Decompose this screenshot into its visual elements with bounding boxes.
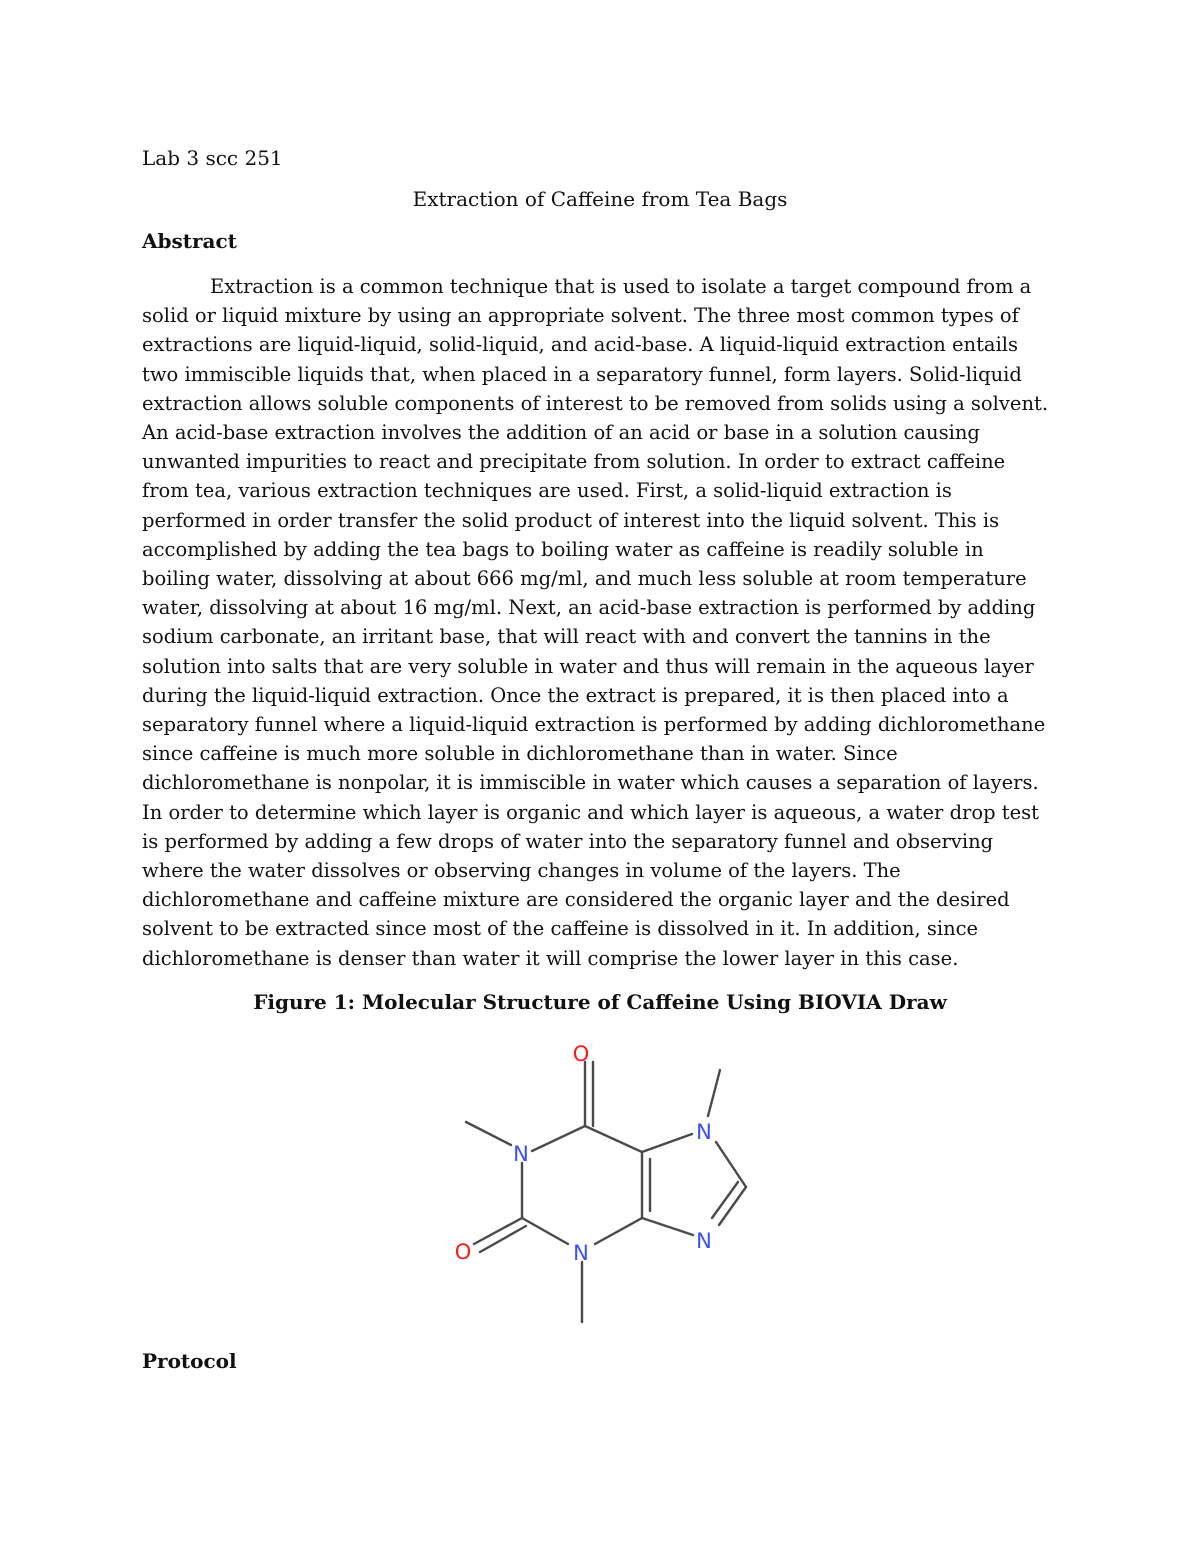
- nitrogen-1-label: N: [513, 1142, 529, 1166]
- bond-c5-n7: [642, 1134, 692, 1152]
- bond-c2-o-double: [480, 1226, 526, 1252]
- bond-n3-c4: [595, 1218, 642, 1244]
- oxygen-top-label: O: [572, 1042, 590, 1066]
- bond-c8-n9-double: [712, 1182, 738, 1218]
- nitrogen-7-label: N: [696, 1120, 712, 1144]
- bond-n9-c4: [642, 1218, 693, 1235]
- figure-caption: Figure 1: Molecular Structure of Caffeine Using BIOVIA Draw: [253, 990, 947, 1014]
- bond-lines: [466, 1062, 746, 1322]
- bond-n1-methyl: [466, 1122, 511, 1145]
- bond-c8-n9: [719, 1187, 746, 1225]
- abstract-heading: Abstract: [142, 229, 237, 253]
- bond-c6-n1: [532, 1126, 585, 1151]
- document-title: Extraction of Caffeine from Tea Bags: [412, 187, 788, 211]
- bond-c5-c6: [585, 1126, 642, 1152]
- bond-n7-methyl: [708, 1070, 720, 1116]
- abstract-paragraph: Extraction is a common technique that is used to isolate a target compound from a solid or liquid mixture by using an appropriate solvent. The three most common types of extractions are liquid-liquid, solid-liquid, and acid-base. A liquid-liquid extraction entails two immiscible liquids that, when placed in a separatory funnel, form layers. Solid-liquid extraction allows soluble components of interest to be removed from solids using a solvent. An acid-base extraction involves the addition of an acid or base in a solution causing unwanted impurities to react and precipitate from solution. In order to extract caffeine from tea, various extraction techniques are used. First, a solid-liquid extraction is performed in order transfer the solid product of interest into the liquid solvent. This is accomplished by adding the tea bags to boiling water as caffeine is readily soluble in boiling water, dissolving at about 666 mg/ml, and much less soluble at room temperature water, dissolving at about 16 mg/ml. Next, an acid-base extraction is performed by adding sodium carbonate, an irritant base, that will react with and convert the tannins in the solution into salts that are very soluble in water and thus will remain in the aqueous layer during the liquid-liquid extraction. Once the extract is prepared, it is then placed into a separatory funnel where a liquid-liquid extraction is performed by adding dichloromethane since caffeine is much more soluble in dichloromethane than in water. Since dichloromethane is nonpolar, it is immiscible in water which causes a separation of layers. In order to determine which layer is organic and which layer is aqueous, a water drop test is performed by adding a few drops of water into the separatory funnel and observing where the water dissolves or observing changes in volume of the layers. The dichloromethane and caffeine mixture are considered the organic layer and the desired solvent to be extracted since most of the caffeine is dissolved in it. In addition, since dichloromethane is denser than water it will comprise the lower layer in this case.: [142, 275, 1049, 970]
- nitrogen-3-label: N: [573, 1241, 589, 1265]
- protocol-heading: Protocol: [142, 1349, 237, 1373]
- oxygen-left-label: O: [454, 1240, 472, 1264]
- nitrogen-9-label: N: [696, 1229, 712, 1253]
- bond-n7-c8: [716, 1142, 746, 1187]
- header-line: Lab 3 scc 251: [142, 146, 283, 170]
- caffeine-structure-figure: [440, 1030, 770, 1330]
- bond-c2-n3: [522, 1218, 568, 1244]
- atom-labels: [455, 1042, 712, 1265]
